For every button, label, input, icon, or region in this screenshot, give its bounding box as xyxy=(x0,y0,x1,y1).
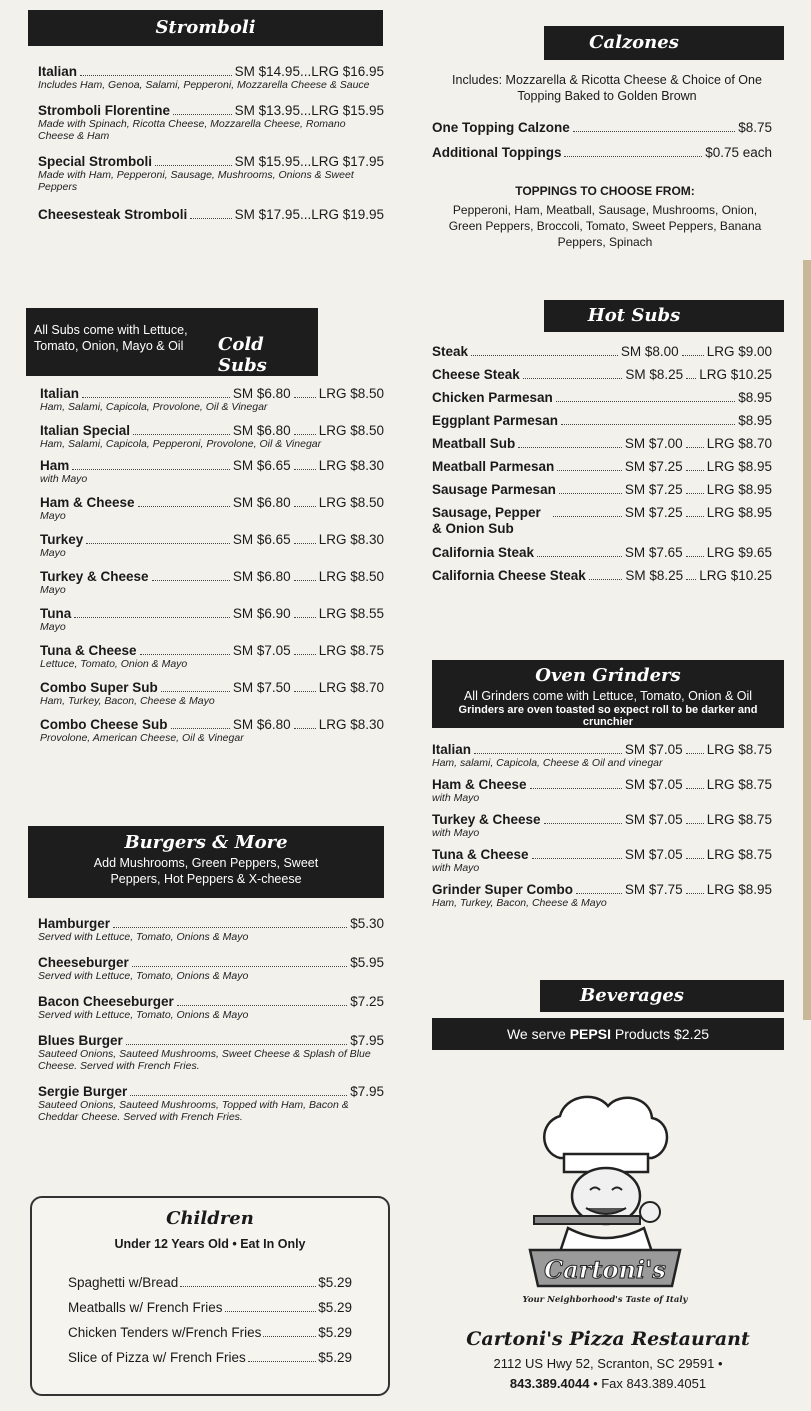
hot-sub-item xyxy=(432,344,772,359)
item-price: $0.75 each xyxy=(705,145,772,160)
item-name: Sausage Parmesan xyxy=(432,482,556,497)
item-sm-price: SM $7.05 xyxy=(232,643,291,658)
item-sm-price: SM $7.50 xyxy=(232,680,291,695)
item-desc: Made with Ham, Pepperoni, Sausage, Mushrooms, Onions & Sweet Peppers xyxy=(38,169,354,193)
hot-sub-item xyxy=(432,545,772,560)
item-sm-price: SM $6.65 xyxy=(232,458,291,473)
grinders-banner xyxy=(432,660,784,728)
item-lrg-price: LRG $8.75 xyxy=(706,812,772,827)
item-name: Italian xyxy=(40,386,80,401)
chef-logo-icon xyxy=(520,1088,690,1318)
item-lrg-price: LRG $8.95 xyxy=(706,505,772,520)
item-desc: Ham, Turkey, Bacon, Cheese & Mayo xyxy=(40,695,215,707)
item-desc: Lettuce, Tomato, Onion & Mayo xyxy=(40,658,188,670)
grinder-item xyxy=(432,847,772,874)
hot-subs-banner xyxy=(544,300,784,332)
item-name: Tuna & Cheese xyxy=(40,643,137,658)
item-lrg-price: LRG $8.30 xyxy=(318,717,384,732)
item-lrg-price: LRG $8.50 xyxy=(318,386,384,401)
item-lrg-price: LRG $8.75 xyxy=(706,777,772,792)
item-lrg-price: LRG $8.75 xyxy=(706,847,772,862)
item-price: SM $15.95...LRG $17.95 xyxy=(234,154,384,169)
cold-sub-item xyxy=(40,495,384,522)
item-price: $5.95 xyxy=(350,955,384,970)
item-name: Meatball Parmesan xyxy=(432,459,555,474)
item-lrg-price: LRG $9.65 xyxy=(706,545,772,560)
cold-sub-item xyxy=(40,532,384,559)
item-desc: Ham, Salami, Capicola, Pepperoni, Provolone, Oil & Vinegar xyxy=(40,438,322,450)
grinders-note1: All Grinders come with Lettuce, Tomato, Onion & Oil xyxy=(463,689,753,703)
hot-sub-item xyxy=(432,436,772,451)
cold-sub-item xyxy=(40,717,384,744)
item-name: Bacon Cheeseburger xyxy=(38,994,174,1009)
hot-sub-item xyxy=(432,459,772,474)
item-lrg-price: LRG $8.75 xyxy=(706,742,772,757)
grinder-item xyxy=(432,812,772,839)
item-sm-price: SM $7.05 xyxy=(624,812,683,827)
item-sm-price: SM $7.05 xyxy=(624,742,683,757)
calzone-item xyxy=(432,145,772,160)
grinders-title: Oven Grinders xyxy=(535,665,681,686)
item-name: Hamburger xyxy=(38,916,111,931)
item-desc: Served with Lettuce, Tomato, Onions & Mayo xyxy=(38,1009,249,1021)
toppings-title: TOPPINGS TO CHOOSE FROM: xyxy=(515,184,695,198)
calzones-banner xyxy=(544,26,784,60)
calzones-title: Calzones xyxy=(589,32,679,53)
item-price: $5.29 xyxy=(318,1300,352,1315)
item-lrg-price: LRG $8.70 xyxy=(318,680,384,695)
children-item xyxy=(68,1325,352,1340)
item-price: SM $14.95...LRG $16.95 xyxy=(234,64,384,79)
restaurant-name: Cartoni's Pizza Restaurant xyxy=(466,1328,750,1350)
logo-tagline: Your Neighborhood's Taste of Italy xyxy=(522,1295,688,1305)
item-desc: Ham, Turkey, Bacon, Cheese & Mayo xyxy=(432,897,607,909)
cold-subs-list xyxy=(40,386,384,744)
burgers-banner xyxy=(28,826,384,898)
item-name: California Cheese Steak xyxy=(432,568,586,583)
cold-sub-item xyxy=(40,423,384,450)
cold-sub-item xyxy=(40,606,384,633)
item-name: Spaghetti w/Bread xyxy=(68,1275,179,1290)
restaurant-fax: • Fax 843.389.4051 xyxy=(593,1376,707,1391)
hot-sub-item xyxy=(432,390,772,405)
item-lrg-price: LRG $8.95 xyxy=(706,882,772,897)
cold-sub-item xyxy=(40,386,384,413)
grinders-note2: Grinders are oven toasted so expect roll to be darker and crunchier xyxy=(458,704,758,728)
grinder-item xyxy=(432,742,772,769)
cold-sub-item xyxy=(40,458,384,485)
item-name: Blues Burger xyxy=(38,1033,123,1048)
item-lrg-price: LRG $8.50 xyxy=(318,495,384,510)
item-name: Italian Special xyxy=(40,423,131,438)
beverages-text-post: Products $2.25 xyxy=(610,1026,710,1042)
item-sm-price: SM $6.90 xyxy=(232,606,291,621)
item-lrg-price: $8.95 xyxy=(738,413,772,428)
calzones-list xyxy=(432,120,772,160)
beverages-text-pre: We serve xyxy=(506,1026,570,1042)
item-desc: Mayo xyxy=(40,584,66,596)
item-sm-price: SM $7.00 xyxy=(624,436,683,451)
item-sm-price: SM $7.25 xyxy=(624,482,683,497)
children-note: Under 12 Years Old • Eat In Only xyxy=(114,1237,306,1251)
item-sm-price: SM $8.25 xyxy=(625,568,684,583)
calzones-note: Includes: Mozzarella & Ricotta Cheese & Choice of One Topping Baked to Golden Brown xyxy=(452,73,762,103)
item-name: Meatballs w/ French Fries xyxy=(68,1300,223,1315)
item-desc: Served with Lettuce, Tomato, Onions & Mayo xyxy=(38,931,249,943)
item-desc: Includes Ham, Genoa, Salami, Pepperoni, Mozzarella Cheese & Sauce xyxy=(38,79,370,91)
calzone-item xyxy=(432,120,772,135)
cold-subs-banner xyxy=(26,308,318,376)
item-sm-price: SM $6.80 xyxy=(232,569,291,584)
item-name: Eggplant Parmesan xyxy=(432,413,559,428)
item-name: Tuna & Cheese xyxy=(432,847,529,862)
page-edge-shadow xyxy=(803,260,811,1020)
item-name: Stromboli Florentine xyxy=(38,103,171,118)
item-lrg-price: LRG $8.95 xyxy=(706,459,772,474)
item-price: $7.95 xyxy=(350,1084,384,1099)
chef-logo xyxy=(520,1088,690,1318)
item-name: Cheese Steak xyxy=(432,367,520,382)
burgers-note: Add Mushrooms, Green Peppers, Sweet Peppers, Hot Peppers & X-cheese xyxy=(93,856,319,886)
item-price: $7.25 xyxy=(350,994,384,1009)
item-price: $5.29 xyxy=(318,1350,352,1365)
burger-item xyxy=(38,955,384,982)
item-name: Sausage, Pepper & Onion Sub xyxy=(432,505,541,536)
stromboli-banner xyxy=(28,10,383,46)
beverages-title: Beverages xyxy=(580,985,684,1006)
cold-sub-item xyxy=(40,569,384,596)
children-title: Children xyxy=(166,1208,254,1229)
item-price: $5.29 xyxy=(318,1275,352,1290)
item-sm-price: SM $6.80 xyxy=(232,717,291,732)
item-price: $5.30 xyxy=(350,916,384,931)
item-desc: Sauteed Onions, Sauteed Mushrooms, Sweet Cheese & Splash of Blue Cheese. Served with French Fries. xyxy=(38,1048,371,1072)
hot-sub-item xyxy=(432,367,772,382)
item-name: Turkey & Cheese xyxy=(432,812,541,827)
item-lrg-price: LRG $10.25 xyxy=(699,568,772,583)
item-name: Grinder Super Combo xyxy=(432,882,574,897)
item-desc: Sauteed Onions, Sauteed Mushrooms, Topped with Ham, Bacon & Cheddar Cheese. Served with French Fries. xyxy=(38,1099,349,1123)
children-item xyxy=(68,1350,352,1365)
item-sm-price: SM $6.80 xyxy=(232,423,291,438)
item-desc: Made with Spinach, Ricotta Cheese, Mozzarella Cheese, Romano Cheese & Ham xyxy=(38,118,346,142)
stromboli-item xyxy=(38,64,384,91)
burgers-title: Burgers & More xyxy=(124,832,288,853)
item-sm-price: SM $6.80 xyxy=(232,386,291,401)
item-name: Slice of Pizza w/ French Fries xyxy=(68,1350,246,1365)
item-name: Italian xyxy=(38,64,78,79)
item-lrg-price: LRG $8.30 xyxy=(318,458,384,473)
item-name: Turkey xyxy=(40,532,84,547)
item-lrg-price: LRG $10.25 xyxy=(699,367,772,382)
item-name: Special Stromboli xyxy=(38,154,153,169)
item-price: $8.75 xyxy=(738,120,772,135)
item-name: Additional Toppings xyxy=(432,145,562,160)
item-sm-price: SM $6.80 xyxy=(232,495,291,510)
grinder-item xyxy=(432,777,772,804)
children-list xyxy=(32,1275,388,1365)
item-name: Cheeseburger xyxy=(38,955,129,970)
item-lrg-price: LRG $8.70 xyxy=(706,436,772,451)
item-name: Ham & Cheese xyxy=(432,777,527,792)
item-name: Meatball Sub xyxy=(432,436,516,451)
burger-item xyxy=(38,1084,384,1123)
item-lrg-price: $8.95 xyxy=(738,390,772,405)
toppings-list: Pepperoni, Ham, Meatball, Sausage, Mushrooms, Onion, Green Peppers, Broccoli, Tomato, Sweet Peppers, Banana Peppers, Spinach xyxy=(448,203,762,249)
item-sm-price: SM $8.00 xyxy=(620,344,679,359)
hot-subs-title: Hot Subs xyxy=(587,305,681,326)
item-price: SM $13.95...LRG $15.95 xyxy=(234,103,384,118)
item-name: Ham xyxy=(40,458,70,473)
item-desc: with Mayo xyxy=(40,473,88,485)
item-lrg-price: LRG $9.00 xyxy=(706,344,772,359)
restaurant-phone: 843.389.4044 xyxy=(509,1376,590,1391)
item-desc: Mayo xyxy=(40,510,66,522)
item-name: Combo Super Sub xyxy=(40,680,158,695)
restaurant-phone-line xyxy=(438,1376,778,1391)
item-desc: with Mayo xyxy=(432,827,480,839)
item-lrg-price: LRG $8.75 xyxy=(318,643,384,658)
item-sm-price: SM $7.65 xyxy=(624,545,683,560)
item-name: Italian xyxy=(432,742,472,757)
hot-sub-item xyxy=(432,413,772,428)
item-sm-price: SM $7.05 xyxy=(624,777,683,792)
beverages-banner xyxy=(540,980,784,1012)
item-desc: Provolone, American Cheese, Oil & Vinegar xyxy=(40,732,244,744)
item-desc: with Mayo xyxy=(432,792,480,804)
stromboli-item xyxy=(38,154,384,193)
hot-subs-list xyxy=(432,344,772,583)
stromboli-title: Stromboli xyxy=(155,17,256,38)
item-sm-price: SM $6.65 xyxy=(232,532,291,547)
item-name: Ham & Cheese xyxy=(40,495,135,510)
item-desc: Mayo xyxy=(40,547,66,559)
item-sm-price: SM $7.25 xyxy=(624,505,683,520)
item-lrg-price: LRG $8.55 xyxy=(318,606,384,621)
hot-sub-item xyxy=(432,482,772,497)
item-name: Turkey & Cheese xyxy=(40,569,149,584)
stromboli-list xyxy=(38,64,384,222)
item-desc: Ham, Salami, Capicola, Provolone, Oil & Vinegar xyxy=(40,401,268,413)
cold-sub-item xyxy=(40,680,384,707)
item-price: $7.95 xyxy=(350,1033,384,1048)
item-desc: Served with Lettuce, Tomato, Onions & Mayo xyxy=(38,970,249,982)
item-sm-price: SM $8.25 xyxy=(625,367,684,382)
item-name: Chicken Tenders w/French Fries xyxy=(68,1325,262,1340)
beverages-bar xyxy=(432,1018,784,1050)
item-sm-price: SM $7.25 xyxy=(624,459,683,474)
item-price: $5.29 xyxy=(318,1325,352,1340)
item-name: Combo Cheese Sub xyxy=(40,717,168,732)
burger-item xyxy=(38,994,384,1021)
item-name: Cheesesteak Stromboli xyxy=(38,207,188,222)
item-sm-price: SM $7.75 xyxy=(624,882,683,897)
children-item xyxy=(68,1275,352,1290)
burger-item xyxy=(38,916,384,943)
restaurant-address: 2112 US Hwy 52, Scranton, SC 29591 • xyxy=(493,1356,723,1371)
item-desc: with Mayo xyxy=(432,862,480,874)
stromboli-item xyxy=(38,103,384,142)
item-price: SM $17.95...LRG $19.95 xyxy=(234,207,384,222)
logo-text: Cartoni's xyxy=(544,1255,666,1284)
item-desc: Ham, salami, Capicola, Cheese & Oil and vinegar xyxy=(432,757,663,769)
grinder-item xyxy=(432,882,772,909)
item-sm-price: SM $7.05 xyxy=(624,847,683,862)
item-name: Chicken Parmesan xyxy=(432,390,553,405)
cold-subs-title: Cold Subs xyxy=(218,334,267,376)
item-name: Steak xyxy=(432,344,469,359)
burger-item xyxy=(38,1033,384,1072)
item-desc: Mayo xyxy=(40,621,66,633)
beverages-brand: PEPSI xyxy=(569,1026,611,1042)
stromboli-item xyxy=(38,207,384,222)
cold-subs-note: All Subs come with Lettuce, Tomato, Onion, Mayo & Oil xyxy=(34,323,188,353)
item-lrg-price: LRG $8.30 xyxy=(318,532,384,547)
item-name: Tuna xyxy=(40,606,72,621)
hot-sub-item xyxy=(432,505,772,537)
item-name: Sergie Burger xyxy=(38,1084,128,1099)
burgers-list xyxy=(38,916,384,1123)
item-lrg-price: LRG $8.50 xyxy=(318,569,384,584)
cold-sub-item xyxy=(40,643,384,670)
item-name: California Steak xyxy=(432,545,535,560)
hot-sub-item xyxy=(432,568,772,583)
grinders-list xyxy=(432,742,772,909)
item-name: One Topping Calzone xyxy=(432,120,570,135)
children-item xyxy=(68,1300,352,1315)
item-lrg-price: LRG $8.95 xyxy=(706,482,772,497)
children-box xyxy=(30,1196,390,1396)
item-lrg-price: LRG $8.50 xyxy=(318,423,384,438)
